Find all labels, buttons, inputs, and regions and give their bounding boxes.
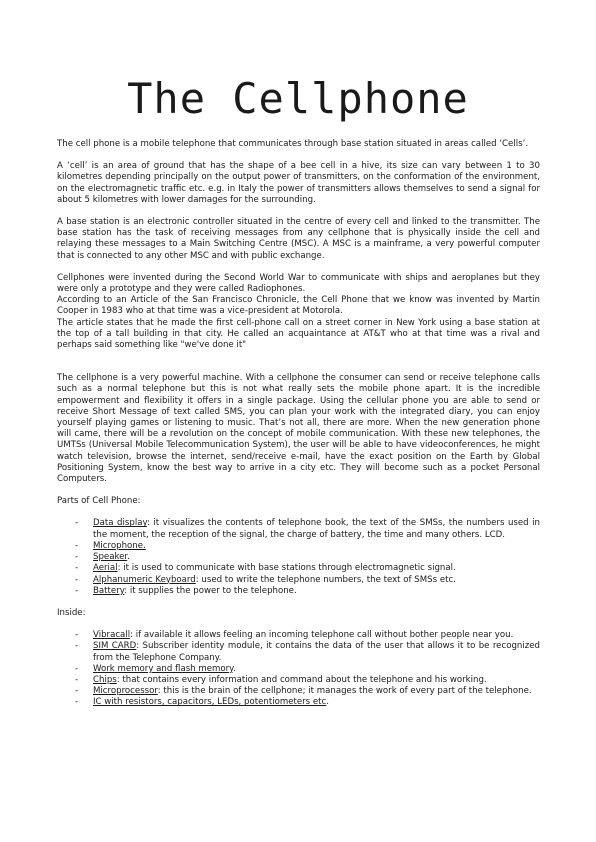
item-description: : it supplies the power to the telephone. xyxy=(124,585,297,596)
list-bullet: - xyxy=(75,585,79,596)
list-item xyxy=(57,575,540,586)
intro-paragraph: The cell phone is a mobile telephone that communicates through base station situated in areas called ‘Cells’. xyxy=(57,139,529,149)
history-paragraph-3: The article states that he made the first cell-phone call on a street corner in New York using a base station at the top of a tall building in that city. He called an acquaintance at AT&T who at that time was a rival and perhaps said something like "we've done it" xyxy=(57,317,540,351)
history-paragraph-2: According to an Article of the San Francisco Chronicle, the Cell Phone that we know was invented by Martin Cooper in 1983 who at that time was a vice-president at Motorola. xyxy=(57,295,540,317)
item-description: . xyxy=(326,697,330,708)
base-station-paragraph: A base station is an electronic controller situated in the centre of every cell and linked to the transmitter. The base station has the task of receiving messages from any cellphone that is physically inside the cell and relaying these messages to a Main Switching Centre (MSC). A MSC is a mainframe, a very powerful computer that is connected to any other MSC and with public exchange. xyxy=(57,217,540,261)
list-item xyxy=(57,630,540,641)
list-bullet: - xyxy=(75,697,79,708)
capabilities-paragraph: The cellphone is a very powerful machine. With a cellphone the consumer can send or receive telephone calls such as a normal telephone but this is not what really sets the mobile phone apart. It is the incredible empowerment and flexibility it offers in a single package. Using the cellular phone you are able to send or receive Short Message of text called SMS, you can plan your work with the integrated diary, you can enjoy yourself playing games or listening to music. That’s not all, there are more. When the new generation phone will came, there will be a revolution on the concept of mobile communication. With these new telephones, the UMTSs (Universal Mobile Telecommunication System), the user will be able to have videoconferences, he might watch television, browse the internet, send/receive e-mail, have the exact position on the Earth by Global Positioning System, know the best way to arrive in a city etc. They will become such as a pocket Personal Computers. xyxy=(57,373,540,485)
list-item xyxy=(57,518,540,540)
list-bullet: - xyxy=(75,518,79,529)
list-item xyxy=(57,586,540,597)
history-paragraph-1: Cellphones were invented during the Second World War to communicate with ships and aeroplanes but they were only a prototype and they were called Radiophones. xyxy=(57,272,540,295)
item-term: Chips xyxy=(93,674,117,685)
item-term: Work memory and flash memory xyxy=(93,663,234,674)
list-bullet: - xyxy=(75,540,79,551)
cell-definition-paragraph: A ‘cell’ is an area of ground that has the shape of a bee cell in a hive, its size can vary between 1 to 30 kilometres depending principally on the output power of transmitters, on the conformation of the environment, on the electromagnetic traffic etc. e.g. in Italy the power of transmitters allows themselves to send a signal for about 5 kilometres with lower damages for the surrounding. xyxy=(57,161,540,205)
inside-heading: Inside: xyxy=(57,607,86,618)
item-description: : it is used to communicate with base stations through electromagnetic signal. xyxy=(117,563,456,574)
list-bullet: - xyxy=(75,552,79,563)
item-description: : Subscriber identity module, it contains the data of the user that allows it to be recognized from the Telephone Company. xyxy=(93,641,540,663)
item-description: . xyxy=(233,663,236,674)
item-description: : that contains every information and command about the telephone and his working. xyxy=(116,674,487,685)
parts-heading: Parts of Cell Phone: xyxy=(57,496,141,507)
item-term: Microphone. xyxy=(93,540,146,551)
list-bullet: - xyxy=(75,674,79,685)
list-bullet: - xyxy=(75,663,79,674)
item-description: : this is the brain of the cellphone; it manages the work of every part of the telephone. xyxy=(157,686,532,697)
item-term: Aerial xyxy=(93,563,118,574)
item-description: : used to write the telephone numbers, the text of SMSs etc. xyxy=(195,574,456,585)
list-bullet: - xyxy=(75,630,79,641)
item-description: : it visualizes the contents of telephone book, the text of the SMSs, the numbers used in the moment, the reception of the signal, the charge of battery, the time and many others. LCD. xyxy=(93,518,540,540)
list-item xyxy=(57,541,540,552)
list-item xyxy=(57,552,540,563)
item-term: Battery xyxy=(93,585,125,596)
item-term: SIM CARD xyxy=(93,641,137,652)
list-item xyxy=(57,686,540,697)
parts-list xyxy=(57,518,540,596)
item-term: Speaker xyxy=(93,552,128,563)
item-term: Data display xyxy=(93,518,147,529)
list-item xyxy=(57,697,540,708)
item-description: : if available it allows feeling an incoming telephone call without bother people near you. xyxy=(130,630,514,641)
item-term: IC with resistors, capacitors, LEDs, potentiometers etc xyxy=(93,697,327,708)
list-bullet: - xyxy=(75,641,79,652)
item-description: . xyxy=(127,552,130,563)
list-item xyxy=(57,664,540,675)
list-bullet: - xyxy=(75,574,79,585)
item-term: Vibracall xyxy=(93,630,131,641)
inside-list xyxy=(57,630,540,708)
list-item xyxy=(57,563,540,574)
list-item xyxy=(57,675,540,686)
document-body xyxy=(57,139,540,709)
item-term: Alphanumeric Keyboard xyxy=(93,574,196,585)
item-term: Microprocessor xyxy=(93,686,158,697)
list-bullet: - xyxy=(75,686,79,697)
list-bullet: - xyxy=(75,563,79,574)
document-title: The Cellphone xyxy=(127,74,469,123)
list-item xyxy=(57,641,540,663)
